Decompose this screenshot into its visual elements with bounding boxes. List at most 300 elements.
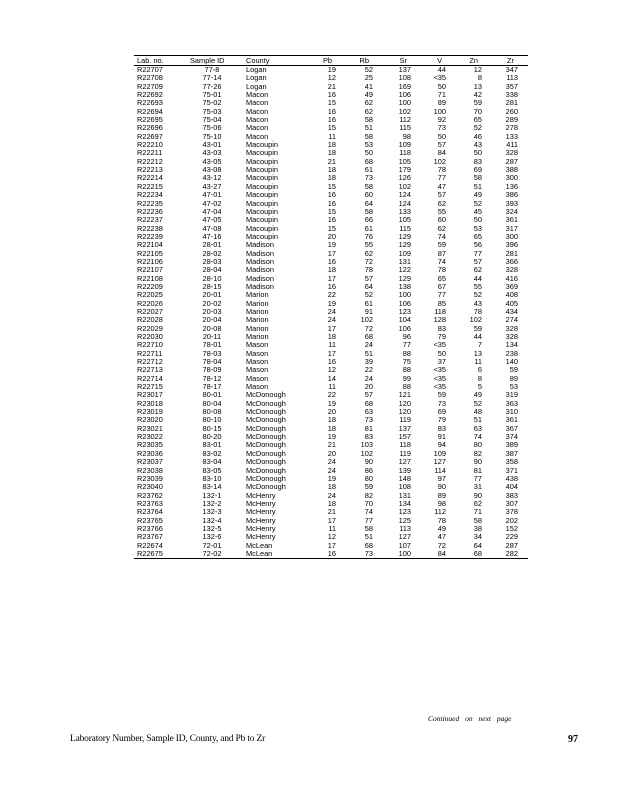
data-table: [134, 55, 528, 559]
cell-sample-id: 20-01: [202, 291, 222, 300]
cell-v: 47: [437, 533, 446, 542]
cell-rb: 59: [364, 483, 373, 492]
cell-zr: 328: [505, 266, 518, 275]
cell-sr: 123: [398, 307, 411, 316]
cell-county: McDonough: [246, 391, 286, 400]
cell-sample-id: 43-08: [202, 166, 222, 175]
cell-zr: 438: [505, 474, 518, 483]
cell-sample-id: 77-8: [204, 65, 220, 74]
cell-county: McDonough: [246, 424, 286, 433]
cell-sr: 102: [398, 182, 411, 191]
cell-pb: 11: [328, 132, 336, 141]
cell-pb: 18: [327, 166, 336, 175]
cell-zn: 52: [473, 291, 482, 300]
header-zr: Zr: [492, 56, 528, 66]
cell-sample-id: 47-16: [202, 232, 222, 241]
cell-v: 59: [437, 241, 446, 250]
table-row: [134, 250, 528, 258]
cell-lab-no: R22697: [137, 132, 163, 141]
cell-zn: 74: [473, 433, 482, 442]
cell-sample-id: 132-3: [202, 508, 222, 517]
cell-zn: 83: [473, 157, 482, 166]
table-row: [134, 425, 528, 433]
cell-zr: 319: [505, 391, 518, 400]
header-county: County: [242, 56, 310, 66]
cell-v: 73: [437, 399, 446, 408]
cell-pb: 12: [327, 533, 336, 542]
cell-lab-no: R22694: [137, 107, 163, 116]
cell-sr: 125: [398, 516, 411, 525]
cell-county: Marion: [246, 333, 269, 341]
cell-sr: 120: [398, 408, 411, 417]
cell-zn: 63: [473, 424, 482, 433]
cell-pb: 21: [327, 508, 336, 517]
cell-rb: 62: [364, 107, 373, 116]
cell-lab-no: R22675: [134, 550, 182, 559]
cell-county: Mason: [246, 341, 269, 350]
cell-v: 44: [437, 65, 446, 74]
table-row: [134, 475, 528, 483]
cell-zr: 289: [505, 116, 518, 125]
cell-sr: 107: [398, 541, 411, 550]
cell-rb: 77: [364, 516, 373, 525]
cell-v: 97: [437, 474, 446, 483]
cell-sample-id: 28-02: [202, 249, 222, 258]
cell-pb: 11: [328, 524, 336, 533]
cell-rb: 24: [364, 341, 373, 350]
cell-zr: 389: [505, 441, 518, 450]
cell-sample-id: 80-01: [202, 391, 222, 400]
cell-lab-no: R23038: [137, 466, 163, 475]
cell-zr: 387: [505, 449, 518, 458]
cell-pb: 16: [327, 199, 336, 208]
cell-zr: 338: [505, 91, 518, 100]
cell-zr: 281: [505, 99, 518, 108]
cell-county: Macoupin: [246, 141, 279, 150]
cell-rb: 39: [364, 358, 373, 367]
cell-zn: 59: [473, 99, 482, 108]
table-row: [134, 108, 528, 116]
cell-rb: 20: [364, 383, 373, 392]
cell-sample-id: 78-03: [202, 349, 222, 358]
cell-sample-id: 20-03: [202, 307, 222, 316]
cell-sample-id: 78-04: [202, 358, 222, 367]
table-row: [134, 542, 528, 550]
cell-lab-no: R22215: [137, 182, 163, 191]
cell-v: 77: [437, 174, 446, 183]
cell-zr: 388: [505, 166, 518, 175]
table-row: [134, 341, 528, 349]
cell-county: Macoupin: [246, 232, 279, 241]
cell-sr: 98: [402, 132, 411, 141]
cell-pb: 24: [327, 316, 336, 325]
table-row: [134, 200, 528, 208]
cell-rb: 76: [364, 232, 373, 241]
cell-pb: 18: [327, 141, 336, 150]
cell-rb: 58: [364, 182, 373, 191]
cell-sample-id: 43-12: [202, 174, 222, 183]
cell-sample-id: 77-26: [202, 82, 222, 91]
cell-sample-id: 28-10: [202, 274, 222, 283]
cell-rb: 83: [364, 433, 373, 442]
cell-lab-no: R23035: [137, 441, 163, 450]
cell-v: 71: [437, 91, 446, 100]
cell-zn: 5: [477, 383, 482, 392]
cell-zr: 133: [505, 132, 518, 141]
cell-zn: 55: [473, 282, 482, 291]
cell-sr: 109: [398, 249, 411, 258]
cell-zr: 328: [505, 324, 518, 333]
table-row: [134, 291, 528, 299]
cell-sr: 120: [398, 399, 411, 408]
cell-zn: 50: [473, 216, 482, 225]
table-row: [134, 300, 528, 308]
cell-county: Mason: [246, 366, 269, 375]
cell-county: McDonough: [246, 458, 286, 467]
cell-lab-no: R22238: [137, 224, 163, 233]
cell-zr: 386: [505, 191, 518, 200]
cell-zn: 69: [473, 166, 482, 175]
cell-v: 59: [437, 391, 446, 400]
cell-v: 102: [433, 157, 446, 166]
cell-sample-id: 80-04: [202, 399, 222, 408]
cell-zr: 369: [505, 282, 518, 291]
cell-pb: 22: [327, 391, 336, 400]
cell-zr: 136: [505, 182, 518, 191]
cell-zn: 77: [473, 249, 482, 258]
cell-rb: 73: [364, 174, 373, 183]
cell-v: 112: [434, 508, 446, 517]
cell-v: 128: [433, 316, 446, 325]
cell-v: 79: [437, 416, 446, 425]
cell-lab-no: R22029: [137, 324, 163, 333]
cell-sr: 179: [398, 166, 411, 175]
cell-v: 92: [437, 116, 446, 125]
cell-sr: 129: [398, 241, 411, 250]
cell-zr: 307: [505, 499, 518, 508]
cell-rb: 63: [364, 408, 373, 417]
cell-sr: 88: [402, 366, 411, 375]
cell-sample-id: 132-4: [202, 516, 222, 525]
cell-zn: 70: [473, 107, 482, 116]
cell-zr: 396: [505, 241, 518, 250]
cell-v: 100: [433, 107, 446, 116]
cell-pb: 20: [327, 449, 336, 458]
cell-rb: 72: [364, 324, 373, 333]
table-body: [134, 66, 528, 559]
cell-zr: 357: [505, 82, 518, 91]
cell-sample-id: 20-11: [202, 333, 222, 341]
cell-zr: 300: [505, 232, 518, 241]
cell-county: Logan: [246, 65, 267, 74]
cell-zr: 229: [505, 533, 518, 542]
cell-county: McHenry: [246, 533, 276, 542]
header-sample-id: Sample ID: [182, 56, 242, 66]
cell-sr: 119: [399, 416, 411, 425]
cell-zr: 408: [505, 291, 518, 300]
cell-zr: 59: [509, 366, 518, 375]
cell-lab-no: R22692: [137, 91, 163, 100]
table-row: [134, 500, 528, 508]
cell-zn: 78: [473, 307, 482, 316]
cell-sample-id: 80-15: [202, 424, 222, 433]
table-row: [134, 441, 528, 449]
cell-sr: 108: [398, 483, 411, 492]
cell-v: 72: [437, 541, 446, 550]
cell-rb: 49: [364, 91, 373, 100]
cell-v: 118: [434, 307, 446, 316]
cell-v: 84: [437, 149, 446, 158]
cell-v: 49: [437, 524, 446, 533]
cell-rb: 74: [364, 508, 373, 517]
cell-sample-id: 20-08: [202, 324, 222, 333]
cell-rb: 62: [364, 99, 373, 108]
cell-zr: 434: [505, 307, 518, 316]
cell-rb: 58: [364, 524, 373, 533]
table-header-row: [134, 56, 528, 66]
cell-v: 78: [437, 166, 446, 175]
cell-lab-no: R22712: [137, 358, 163, 367]
cell-county: McDonough: [246, 416, 286, 425]
table-row: [134, 258, 528, 266]
cell-rb: 66: [364, 216, 373, 225]
cell-v: 94: [437, 441, 446, 450]
cell-zn: 90: [473, 458, 482, 467]
cell-sr: 129: [398, 274, 411, 283]
header-zn: Zn: [456, 56, 492, 66]
cell-v: 67: [437, 282, 446, 291]
header-pb: Pb: [310, 56, 346, 66]
cell-zr: 238: [505, 349, 518, 358]
cell-sample-id: 83-05: [202, 466, 222, 475]
cell-zr: 328: [505, 333, 518, 341]
cell-sample-id: 77-14: [202, 74, 222, 83]
cell-county: McHenry: [246, 508, 276, 517]
page-caption: Laboratory Number, Sample ID, County, and Pb to Zr: [70, 734, 266, 744]
cell-v: 74: [437, 232, 446, 241]
cell-zn: 50: [473, 149, 482, 158]
cell-lab-no: R23019: [137, 408, 163, 417]
cell-county: Madison: [246, 282, 274, 291]
cell-zr: 416: [505, 274, 518, 283]
cell-pb: 15: [327, 99, 336, 108]
cell-v: 65: [437, 274, 446, 283]
cell-pb: 17: [327, 274, 336, 283]
cell-sample-id: 28-01: [202, 241, 222, 250]
cell-v: 50: [437, 132, 446, 141]
cell-sample-id: 83-14: [202, 483, 222, 492]
cell-lab-no: R23040: [137, 483, 163, 492]
cell-pb: 16: [327, 257, 336, 266]
cell-pb: 11: [328, 341, 336, 350]
cell-sr: 108: [398, 74, 411, 83]
table-row: [134, 383, 528, 391]
cell-zn: 65: [473, 116, 482, 125]
cell-sample-id: 47-04: [202, 207, 222, 216]
cell-sample-id: 78-17: [202, 383, 222, 392]
cell-zr: 152: [505, 524, 518, 533]
cell-sample-id: 75-04: [202, 116, 222, 125]
table-row: [134, 233, 528, 241]
cell-v: 62: [437, 199, 446, 208]
cell-lab-no: R23763: [137, 499, 163, 508]
cell-county: McDonough: [246, 474, 286, 483]
cell-pb: 17: [327, 541, 336, 550]
table-row: [134, 517, 528, 525]
cell-zr: 140: [505, 358, 518, 367]
cell-v: 89: [437, 99, 446, 108]
table-row: [134, 241, 528, 249]
cell-zr: 378: [505, 508, 518, 517]
cell-pb: 18: [327, 174, 336, 183]
cell-county: Logan: [246, 82, 267, 91]
cell-sample-id: 20-04: [202, 316, 222, 325]
cell-rb: 57: [364, 274, 373, 283]
cell-sr: 124: [398, 191, 411, 200]
table-row: [134, 141, 528, 149]
cell-lab-no: R23037: [137, 458, 163, 467]
cell-pb: 18: [327, 149, 336, 158]
cell-sr: 122: [398, 266, 411, 275]
cell-lab-no: R22709: [137, 82, 163, 91]
cell-lab-no: R22715: [137, 383, 163, 392]
cell-rb: 78: [364, 266, 373, 275]
table-row: [134, 400, 528, 408]
cell-zr: 358: [505, 458, 518, 467]
cell-sr: 118: [399, 441, 411, 450]
table-row: [134, 483, 528, 491]
cell-pb: 12: [327, 74, 336, 83]
cell-zn: 53: [473, 224, 482, 233]
cell-sr: 119: [399, 449, 411, 458]
cell-zr: 411: [506, 141, 518, 150]
cell-v: 69: [437, 408, 446, 417]
cell-rb: 25: [364, 74, 373, 83]
cell-county: McDonough: [246, 399, 286, 408]
header-sr: Sr: [383, 56, 421, 66]
cell-rb: 58: [364, 116, 373, 125]
cell-zn: 13: [473, 82, 482, 91]
cell-zn: 49: [473, 191, 482, 200]
cell-lab-no: R23021: [137, 424, 163, 433]
cell-sr: 100: [398, 291, 411, 300]
cell-rb: 58: [364, 207, 373, 216]
cell-v: 79: [437, 333, 446, 341]
cell-lab-no: R22711: [137, 349, 163, 358]
cell-county: McLean: [246, 541, 273, 550]
cell-zn: 31: [473, 483, 482, 492]
cell-sample-id: 75-06: [202, 124, 222, 133]
cell-zn: 59: [473, 324, 482, 333]
cell-lab-no: R23017: [137, 391, 163, 400]
table-row: [134, 325, 528, 333]
cell-sample-id: 72-02: [182, 550, 242, 559]
cell-zn: 8: [477, 74, 482, 83]
cell-lab-no: R22213: [137, 166, 163, 175]
cell-lab-no: R23018: [137, 399, 163, 408]
header-lab-no: Lab. no.: [134, 56, 182, 66]
cell-sample-id: 75-02: [202, 99, 222, 108]
cell-rb: 73: [346, 550, 383, 559]
cell-sr: 129: [398, 232, 411, 241]
cell-county: Madison: [246, 274, 274, 283]
cell-zr: 113: [506, 74, 518, 83]
cell-sr: 118: [399, 149, 411, 158]
cell-county: Macon: [246, 91, 269, 100]
table-row: [134, 550, 528, 559]
cell-v: <35: [433, 74, 446, 83]
cell-county: Macoupin: [246, 207, 279, 216]
cell-lab-no: R22210: [137, 141, 163, 150]
cell-county: Macoupin: [246, 157, 279, 166]
cell-rb: 103: [360, 441, 373, 450]
cell-county: Macoupin: [246, 182, 279, 191]
cell-lab-no: R22708: [137, 74, 163, 83]
cell-lab-no: R22234: [137, 191, 163, 200]
cell-county: Macon: [246, 116, 269, 125]
cell-sample-id: 43-01: [202, 141, 222, 150]
cell-sr: 112: [399, 116, 411, 125]
cell-rb: 41: [364, 82, 373, 91]
cell-pb: 18: [327, 499, 336, 508]
cell-v: 98: [437, 499, 446, 508]
cell-pb: 24: [327, 466, 336, 475]
cell-pb: 17: [327, 516, 336, 525]
cell-sample-id: 20-02: [202, 299, 222, 308]
cell-lab-no: R23762: [137, 491, 163, 500]
cell-sample-id: 75-01: [202, 91, 222, 100]
cell-rb: 55: [364, 241, 373, 250]
cell-sr: 99: [402, 374, 411, 383]
cell-lab-no: R23039: [137, 474, 163, 483]
cell-county: Mason: [246, 383, 269, 392]
cell-sample-id: 78-12: [202, 374, 222, 383]
cell-pb: 15: [327, 207, 336, 216]
cell-sr: 113: [399, 524, 411, 533]
cell-rb: 51: [364, 533, 373, 542]
cell-zn: 62: [473, 266, 482, 275]
cell-zr: 366: [505, 257, 518, 266]
cell-v: 60: [437, 216, 446, 225]
cell-v: 50: [437, 349, 446, 358]
cell-sample-id: 43-27: [202, 182, 222, 191]
cell-v: 78: [437, 516, 446, 525]
cell-pb: 15: [327, 124, 336, 133]
cell-v: 127: [433, 458, 446, 467]
cell-v: <35: [433, 383, 446, 392]
cell-pb: 11: [328, 383, 336, 392]
cell-lab-no: R22027: [137, 307, 163, 316]
cell-zn: 34: [473, 533, 482, 542]
cell-sr: 124: [398, 199, 411, 208]
cell-sample-id: 132-1: [202, 491, 222, 500]
cell-zr: 310: [505, 408, 518, 417]
table-row: [134, 83, 528, 91]
cell-sample-id: 83-10: [202, 474, 222, 483]
cell-lab-no: R23765: [137, 516, 163, 525]
cell-zn: 44: [473, 274, 482, 283]
cell-pb: 16: [327, 358, 336, 367]
table-row: [134, 492, 528, 500]
cell-zr: 383: [505, 491, 518, 500]
cell-zr: 328: [505, 149, 518, 158]
cell-zn: 48: [473, 408, 482, 417]
cell-pb: 22: [327, 291, 336, 300]
cell-sr: 105: [398, 157, 411, 166]
header-rb: Rb: [346, 56, 383, 66]
cell-sample-id: 83-02: [202, 449, 222, 458]
table-row: [134, 408, 528, 416]
